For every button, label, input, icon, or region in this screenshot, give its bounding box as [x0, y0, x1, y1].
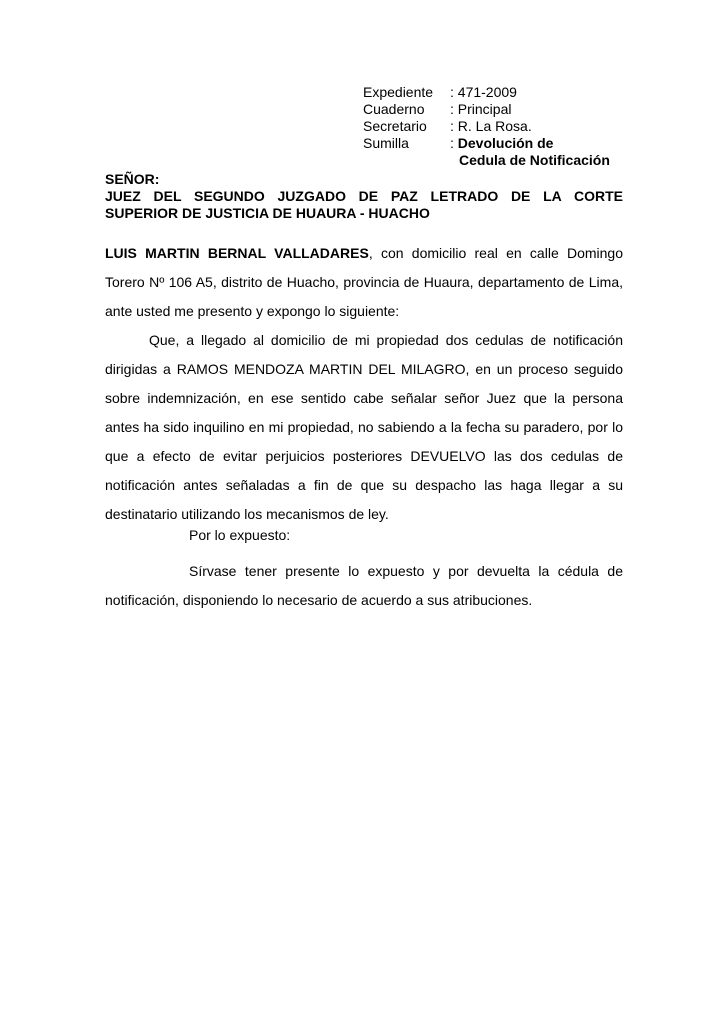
closing-line: Por lo expuesto: [189, 527, 291, 543]
meta-value [450, 135, 553, 152]
intro-text: , con domicilio real en calle Domingo Torero Nº 106 A5, distrito de Huacho, provincia de Huaura, departamento de Lima, ante usted me presento y expongo lo siguiente: [105, 245, 624, 319]
petitioner-name: LUIS MARTIN BERNAL VALLADARES [105, 245, 369, 261]
meta-label: Sumilla [363, 135, 409, 151]
meta-expediente [363, 84, 610, 101]
meta-sumilla [363, 135, 610, 152]
addressee-salutation: SEÑOR: [105, 171, 160, 187]
meta-sumilla-continuation [363, 152, 610, 169]
meta-label: Cuaderno [363, 101, 425, 117]
addressee [105, 171, 623, 222]
meta-value: : Principal [450, 101, 512, 117]
meta-label: Secretario [363, 118, 427, 134]
sumilla-title: Devolución de [457, 135, 554, 151]
body-paragraph: Que, a llegado al domicilio de mi propiedad dos cedulas de notificación dirigidas a RAMOS MENDOZA MARTIN DEL MILAGRO, en un proceso seguido sobre indemnización, en ese sentido cabe señalar señor Juez que la persona antes ha sido inquilino en mi propiedad, no sabiendo a la fecha su paradero, por lo que a efecto de evitar perjuicios posteriores DEVUELVO las dos cedulas de notificación antes señaladas a fin de que su despacho las haga llegar a su destinatario utilizando los mecanismos de ley. [105, 332, 623, 522]
meta-value: : 471-2009 [450, 84, 517, 100]
meta-value: : R. La Rosa. [450, 118, 532, 134]
meta-label: Expediente [363, 84, 434, 100]
meta-value-prefix: : [450, 135, 458, 151]
addressee-court-line: SUPERIOR DE JUSTICIA DE HUAURA - HUACHO [105, 205, 430, 221]
meta-secretario [363, 118, 610, 135]
meta-cuaderno [363, 101, 610, 118]
intro-paragraph [105, 239, 623, 326]
addressee-judge-line: JUEZ DEL SEGUNDO JUZGADO DE PAZ LETRADO DE LA CORTE [105, 188, 623, 204]
request-paragraph: Sírvase tener presente lo expuesto y por devuelta la cédula de notificación, disponiendo lo necesario de acuerdo a sus atribuciones. [105, 563, 623, 608]
sumilla-title-continuation: Cedula de Notificación [459, 152, 610, 168]
case-metadata [363, 84, 610, 169]
